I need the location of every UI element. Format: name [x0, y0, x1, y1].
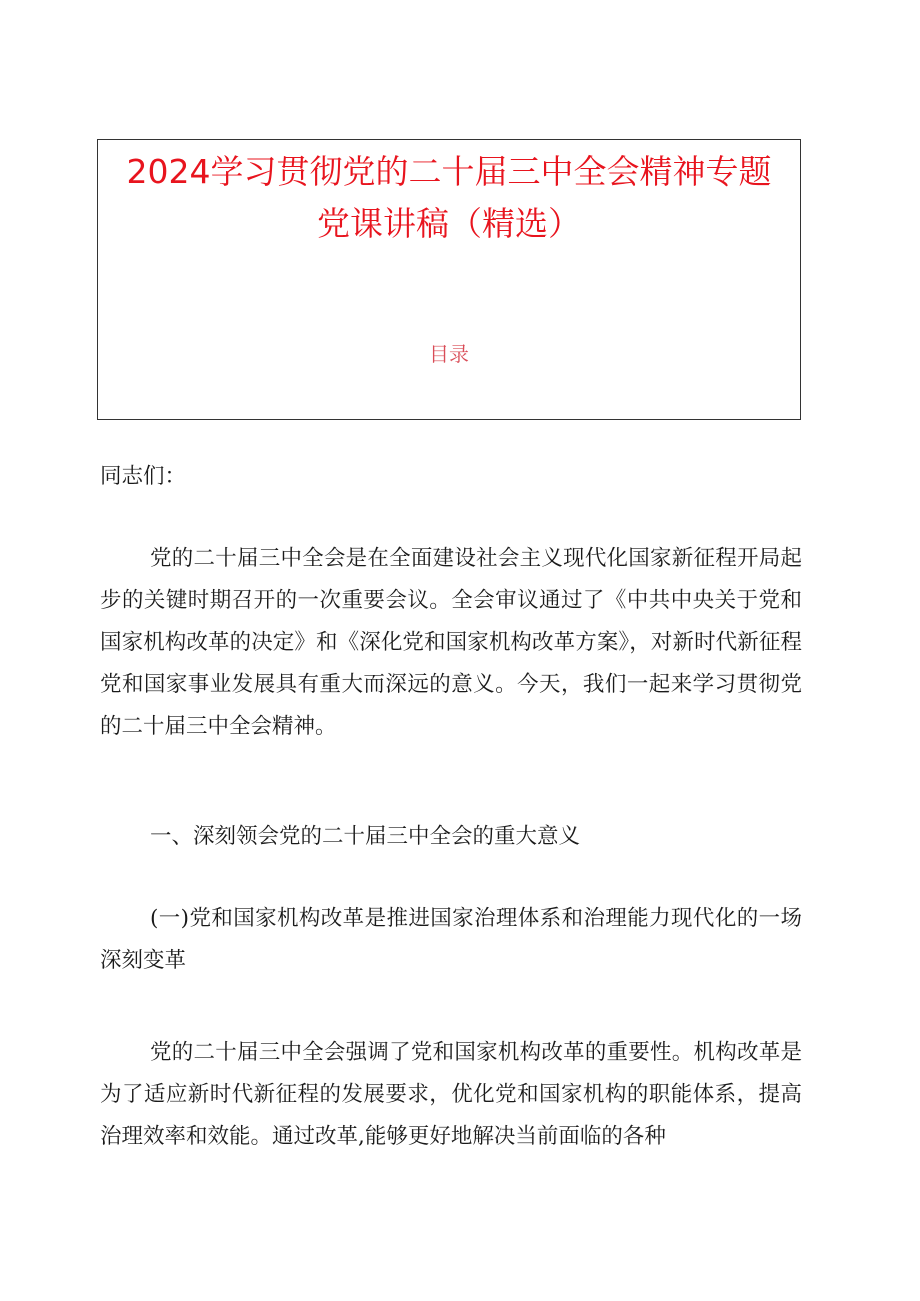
intro-paragraph: 党的二十届三中全会是在全面建设社会主义现代化国家新征程开局起步的关键时期召开的一次重要会议。全会审议通过了《中共中央关于党和国家机构改革的决定》和《深化党和国家机构改革方案》，对新时代新征程党和国家事业发展具有重大而深远的意义。今天，我们一起来学习贯彻党的二十届三中全会精神。 [100, 546, 802, 739]
body-paragraph: 党的二十届三中全会强调了党和国家机构改革的重要性。机构改革是为了适应新时代新征程的发展要求，优化党和国家机构的职能体系，提高治理效率和效能。通过改革,能够更好地解决当前面临的各种 [100, 1040, 802, 1149]
table-of-contents-label[interactable]: 目录 [429, 342, 469, 366]
title-box [97, 139, 801, 420]
document-title: 2024学习贯彻党的二十届三中全会精神专题党课讲稿（精选） [126, 152, 772, 243]
salutation: 同志们： [100, 464, 187, 489]
section-heading-1: 一、深刻领会党的二十届三中全会的重大意义 [150, 824, 581, 849]
subsection-heading-1: (一)党和国家机构改革是推进国家治理体系和治理能力现代化的一场深刻变革 [100, 906, 802, 973]
